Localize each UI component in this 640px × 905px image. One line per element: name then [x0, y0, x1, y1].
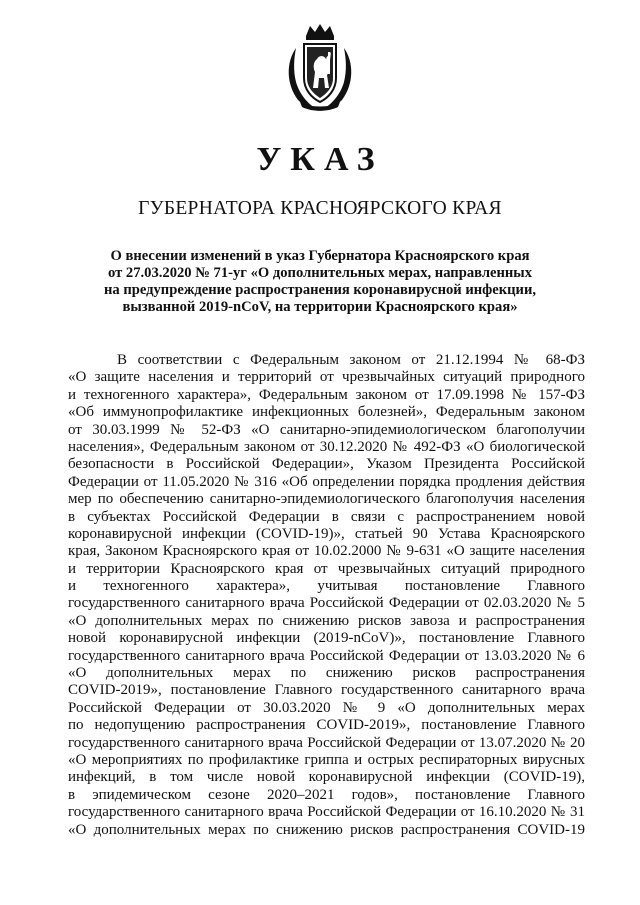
body-line: коронавирусной инфекции (COVID-19)», статьей 90 Устава Красноярского — [68, 525, 585, 542]
body-line: края, Законом Красноярского края от 10.02.2000 № 9-631 «О защите населения — [68, 543, 585, 560]
body-line: государственного санитарного врача Российской Федерации от 13.03.2020 № 6 — [68, 647, 585, 664]
body-line: и территории Красноярского края от чрезвычайных ситуаций природного — [68, 560, 585, 577]
body-line: Российской Федерации от 30.03.2020 № 9 «О дополнительных мерах — [68, 699, 585, 716]
body-line: Федерации от 11.05.2020 № 316 «Об определении порядка продления действия — [68, 473, 585, 490]
subject-line: от 27.03.2020 № 71-уг «О дополнительных мерах, направленных — [108, 265, 532, 281]
body-line: и техногенного характера», Федеральным законом от 17.09.1998 № 157-ФЗ — [68, 386, 585, 403]
decree-subject — [80, 248, 560, 316]
body-line: «О дополнительных мерах по снижению рисков распространения — [68, 665, 585, 682]
subject-line: О внесении изменений в указ Губернатора Красноярского края — [110, 248, 530, 264]
document-title: УКАЗ — [256, 141, 384, 178]
krasnoyarsk-coat-of-arms-icon — [282, 22, 358, 114]
body-line: и техногенного характера», учитывая постановление Главного — [68, 578, 585, 595]
body-line: мер по обеспечению санитарно-эпидемиологического благополучия населения — [68, 491, 585, 508]
body-line: В соответствии с Федеральным законом от 21.12.1994 № 68-ФЗ — [117, 352, 585, 368]
subject-line: на предупреждение распространения коронавирусной инфекции, — [103, 282, 537, 298]
body-line: государственного санитарного врача Российской Федерации от 02.03.2020 № 5 — [68, 595, 585, 612]
body-line: по недопущению распространения COVID-2019», постановление Главного — [68, 717, 585, 734]
body-line: новой коронавирусной инфекции (2019-nCoV)», постановление Главного — [68, 630, 585, 647]
body-line: населения», Федеральным законом от 30.12.2020 № 492-ФЗ «О биологической — [68, 438, 585, 455]
body-line: от 30.03.1999 № 52-ФЗ «О санитарно-эпидемиологическом благополучии — [68, 421, 585, 438]
document-issuer: ГУБЕРНАТОРА КРАСНОЯРСКОГО КРАЯ — [138, 198, 502, 219]
subject-line: вызванной 2019-nCoV, на территории Красноярского края» — [122, 299, 518, 315]
body-line: «Об иммунопрофилактике инфекционных болезней», Федеральным законом — [68, 404, 585, 421]
body-line: COVID-2019», постановление Главного государственного санитарного врача — [68, 682, 585, 699]
body-line: «О защите населения и территорий от чрезвычайных ситуаций природного — [68, 369, 585, 386]
body-line: в эпидемическом сезоне 2020–2021 годов», постановление Главного — [68, 786, 585, 803]
body-line: инфекций, в том числе новой коронавирусной инфекции (COVID-19), — [68, 769, 585, 786]
decree-body — [68, 352, 585, 839]
body-line: государственного санитарного врача Российской Федерации от 16.10.2020 № 31 — [68, 804, 585, 821]
body-line: «О дополнительных мерах по снижению рисков завоза и распространения — [68, 612, 585, 629]
body-line: государственного санитарного врача Российской Федерации от 13.07.2020 № 20 — [68, 734, 585, 751]
body-line: «О дополнительных мерах по снижению рисков распространения COVID-19 — [68, 821, 585, 838]
body-line: в субъектах Российской Федерации в связи с распространением новой — [68, 508, 585, 525]
body-line: «О мероприятиях по профилактике гриппа и острых респираторных вирусных — [68, 751, 585, 768]
body-line: безопасности в Российской Федерации», Указом Президента Российской — [68, 456, 585, 473]
